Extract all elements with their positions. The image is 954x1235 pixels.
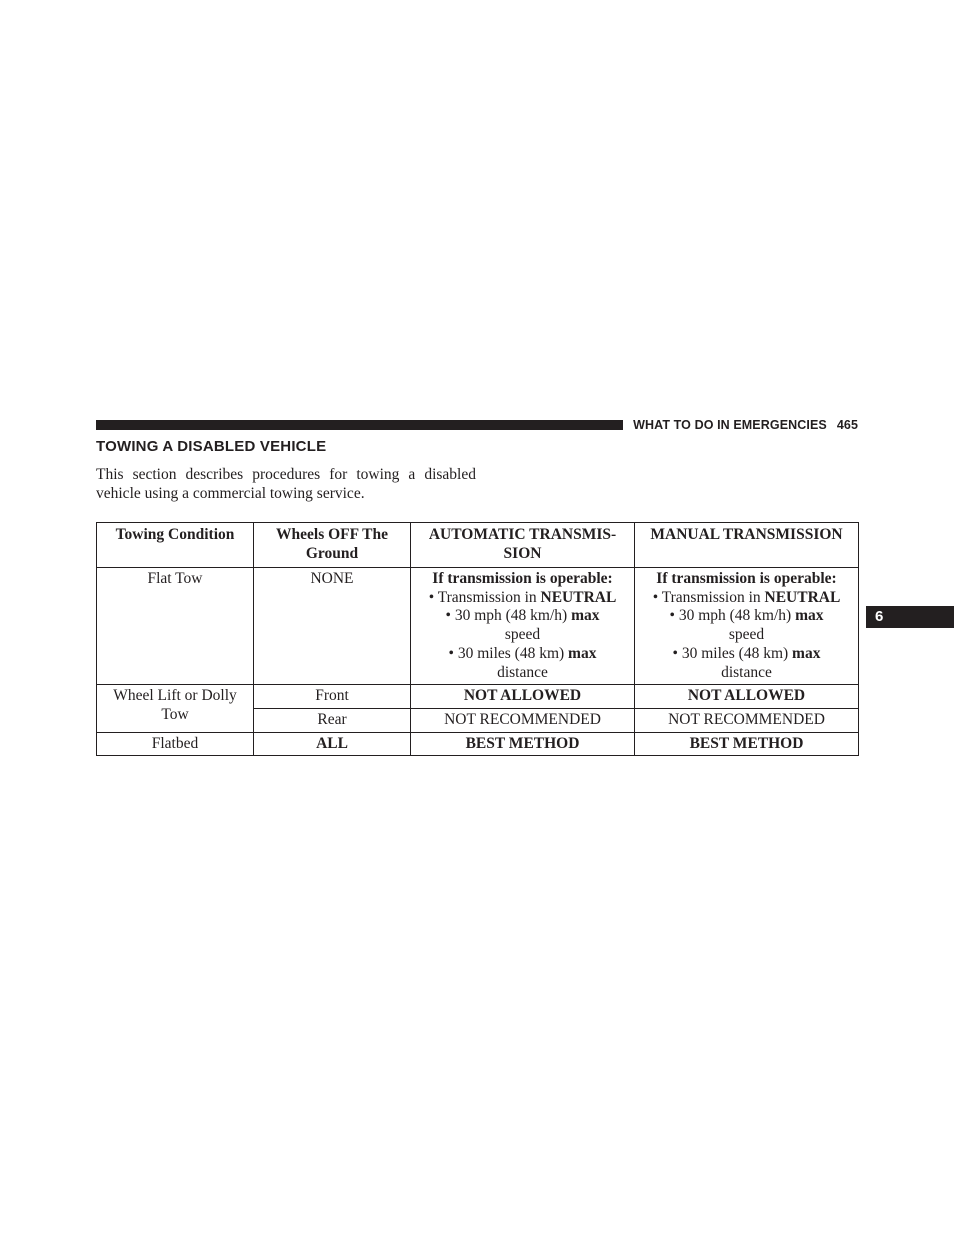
wheel-lift-rear-wheels: Rear (254, 708, 411, 732)
header-towing-condition: Towing Condition (97, 523, 254, 568)
bullet-bold: NEUTRAL (540, 588, 617, 606)
header-wheels-off: Wheels OFF The Ground (254, 523, 411, 568)
towing-table (96, 522, 859, 756)
manual-operable-heading: If transmission is operable: (656, 570, 837, 587)
bullet-bold: max (568, 644, 597, 662)
intro-paragraph: This section describes procedures for towing a disabled vehicle using a commercial towing service. (96, 466, 476, 502)
flatbed-automatic: BEST METHOD (411, 732, 635, 756)
header-manual: MANUAL TRANSMISSION (635, 523, 859, 568)
table-row (97, 685, 859, 709)
flat-tow-condition: Flat Tow (97, 568, 254, 685)
wheel-lift-condition: Wheel Lift or Dolly Tow (97, 685, 254, 732)
auto-bullet-neutral (417, 589, 628, 608)
bullet-text: • 30 miles (48 km) (672, 644, 793, 662)
bullet-text: speed (728, 626, 765, 644)
section-title: TOWING A DISABLED VEHICLE (96, 438, 327, 455)
auto-operable-heading: If transmission is operable: (432, 570, 613, 587)
page-number: 465 (836, 418, 858, 432)
flat-tow-manual (635, 568, 859, 685)
bullet-text: • 30 mph (48 km/h) (669, 607, 796, 625)
bullet-bold: max (792, 644, 821, 662)
bullet-text: speed (504, 626, 541, 644)
flat-tow-automatic (411, 568, 635, 685)
bullet-text: • Transmission in (428, 588, 541, 606)
auto-bullet-speed (417, 607, 628, 644)
flatbed-condition: Flatbed (97, 732, 254, 756)
header-rule (96, 420, 623, 430)
table-header-row (97, 523, 859, 568)
bullet-text: • Transmission in (652, 588, 765, 606)
header-automatic: AUTOMATIC TRANSMIS-SION (411, 523, 635, 568)
flatbed-wheels: ALL (254, 732, 411, 756)
flat-tow-wheels: NONE (254, 568, 411, 685)
manual-bullet-speed (641, 607, 852, 644)
manual-bullet-neutral (641, 589, 852, 608)
wheel-lift-rear-manual: NOT RECOMMENDED (635, 708, 859, 732)
table-row (97, 732, 859, 756)
wheel-lift-front-automatic: NOT ALLOWED (411, 685, 635, 709)
table-row (97, 568, 859, 685)
wheel-lift-front-manual: NOT ALLOWED (635, 685, 859, 709)
running-header (633, 418, 858, 432)
flatbed-manual: BEST METHOD (635, 732, 859, 756)
auto-bullet-distance (417, 645, 628, 682)
bullet-bold: max (571, 607, 600, 625)
wheel-lift-front-wheels: Front (254, 685, 411, 709)
header-section-title: WHAT TO DO IN EMERGENCIES (633, 418, 827, 432)
bullet-text: distance (721, 663, 772, 681)
bullet-text: • 30 mph (48 km/h) (445, 607, 572, 625)
bullet-bold: NEUTRAL (764, 588, 841, 606)
manual-bullet-distance (641, 645, 852, 682)
bullet-text: • 30 miles (48 km) (448, 644, 569, 662)
bullet-text: distance (497, 663, 548, 681)
bullet-bold: max (795, 607, 824, 625)
chapter-tab: 6 (866, 606, 954, 628)
wheel-lift-rear-automatic: NOT RECOMMENDED (411, 708, 635, 732)
